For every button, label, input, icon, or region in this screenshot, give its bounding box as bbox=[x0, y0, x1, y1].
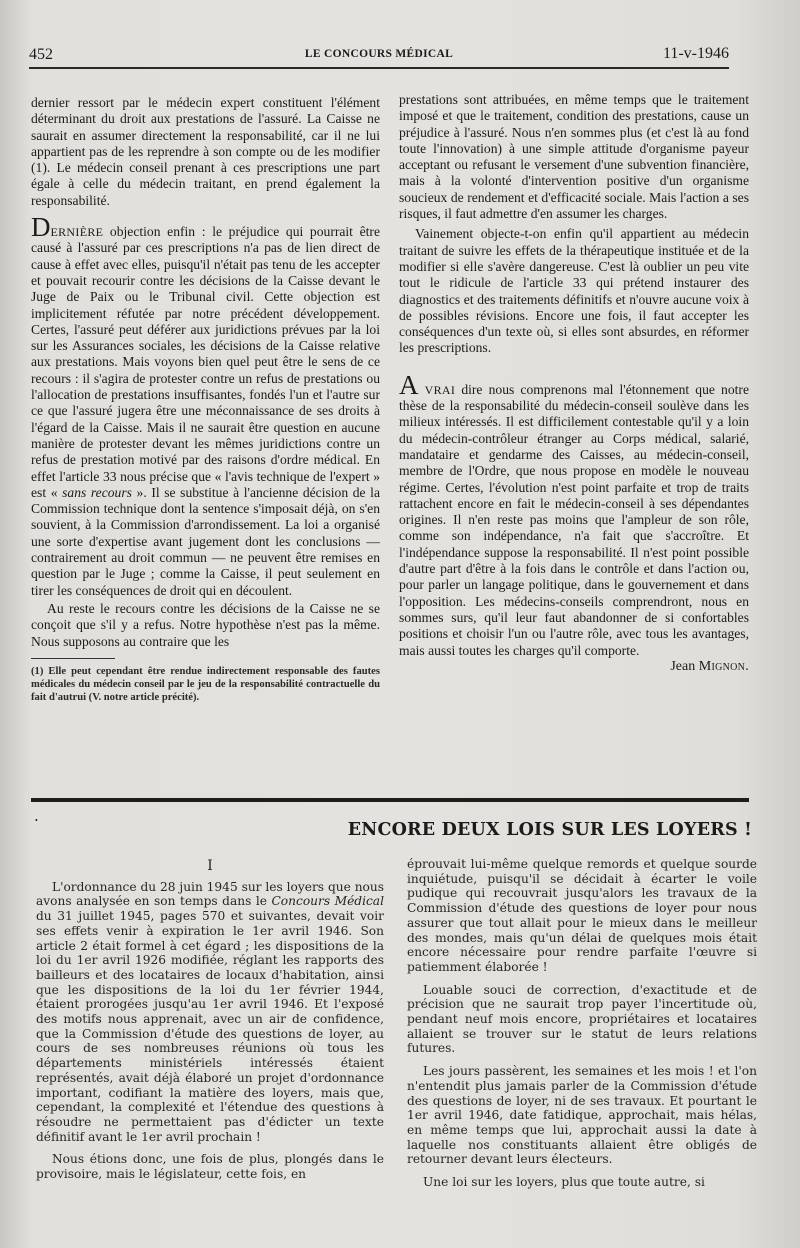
footnote-rule bbox=[31, 658, 115, 659]
paragraph: Louable souci de correction, d'exactitude et de précision que ne saurait trop payer l'incertitude où, pendant neuf mois encore, propriétaires et locataires allaient se trouver sur le statut de leurs relations futures. bbox=[407, 982, 757, 1056]
paragraph: Au reste le recours contre les décisions de la Caisse ne se conçoit que s'il y a refus. Notre hypothèse n'est pas la même. Nous supposons au contraire que les bbox=[31, 600, 380, 649]
page-number: 452 bbox=[29, 46, 53, 63]
issue-date: 11-v-1946 bbox=[662, 45, 729, 62]
paragraph: A VRAI dire nous comprenons mal l'étonnement que notre thèse de la responsabilité du médecin-conseil soulève dans les milieux intéressés. Il est difficilement contestable qu'il y a loin du médecin-contrôleur étranger au Corps médical, salarié, mandataire et gendarme des Caisses, au médecin-conseil, membre de l'Ordre, que nous propose en modèle le nouveau régime. Certes, l'évolution n'est point parfaite et trop de traits rattachent encore en fait le médecin-conseil à ses dépendantes origines. Il n'en reste pas moins que l'ampleur de son rôle, comme son indépendance, n'a fait que s'accroître. Et l'indépendance suppose la responsabilité. Il n'est point possible d'autre part d'être à la fois dans le contrôle et dans l'action ou, pour parler un langage politique, dans le gouvernement et dans l'opposition. Les médecins-conseils comprendront, nous en sommes surs, qu'il leur faut abandonner de si confortables positions et choisir l'un ou l'autre rôle, avec tous les avantages, mais aussi toutes les charges qu'il comporte. bbox=[399, 369, 749, 658]
paragraph: dernier ressort par le médecin expert constituent l'élément déterminant du droit aux prestations de l'assuré. La Caisse ne saurait en assumer directement la responsabilité, car il ne lui appartient pas de les reprendre à son compte ou de les modifier (1). Le médecin conseil prenant à ces prescriptions une part égale à celle du médecin traitant, en prend également la responsabilité. bbox=[31, 95, 380, 208]
article-title: ENCORE DEUX LOIS SUR LES LOYERS ! bbox=[347, 820, 752, 840]
italic-journal-name: Concours Médical bbox=[271, 894, 384, 909]
author-signature: Jean Mignon. bbox=[670, 658, 749, 674]
speck: • bbox=[35, 816, 38, 825]
footnote: (1) Elle peut cependant être rendue indirectement responsable des fautes médicales du médecin conseil par le jeu de la responsabilité contractuelle du fait d'autrui (V. notre article précité). bbox=[31, 665, 380, 704]
article2-left-column bbox=[36, 858, 384, 1182]
journal-title: LE CONCOURS MÉDICAL bbox=[304, 48, 454, 60]
paragraph: DERNIÈRE objection enfin : le préjudice qui pourrait être causé à l'assuré par ces prescriptions n'a pas de lien direct de cause à effet avec elles, puisqu'il n'était pas tenu de les accepter et pouvait recourir contre les décisions de la Caisse devant le Juge de Paix ou le Tribunal civil. Cette objection est implicitement réfutée par notre précédent développement. Certes, l'assuré peut déférer aux juridictions prévues par la loi sur les Assurances sociales, les décisions de la Caisse relative aux prestations. Mais voyons bien quel peut être le sens de ce recours : il s'agira de protester contre un refus de prestations ou l'allocation de prestations insuffisantes, fondés l'un et l'autre sur ce que l'assuré jugera être une méconnaissance de ses droits à l'égard de la Caisse. Mais il ne saurait être question en aucune manière de protester devant les mêmes juridictions contre un refus de prestation motivé par des raisons d'ordre médical. En effet l'article 33 nous précise que « l'avis technique de l'expert » est « sans recours ». Il se substitue à l'ancienne décision de la Commission technique dont la sentence s'imposait déjà, on s'en souvient, à la Commission d'arrondissement. La loi a organisé une sorte d'expertise avant jugement dont les conclusions — contrairement au droit commun — ne peuvent être remises en question par le Juge ; comme la Caisse, il peut seulement en tirer les conséquences de droit qui en découlent. bbox=[31, 212, 380, 598]
paragraph: Nous étions donc, une fois de plus, plongés dans le provisoire, mais le législateur, cette fois, en bbox=[36, 1152, 384, 1182]
article2-right-column bbox=[407, 857, 757, 1190]
article1-left-column bbox=[31, 95, 380, 704]
paragraph: éprouvait lui-même quelque remords et quelque sourde inquiétude, puisqu'il se décidait à écarter le voile pudique qui recouvrait jusqu'alors les travaux de la Commission d'étude des questions de loyer pour nous assurer que tout allait pour le mieux dans le meilleur des mondes, mais qu'un délai de quelques mois était encore nécessaire pour rendre parfaite l'œuvre si patiemment élaborée ! bbox=[407, 857, 757, 974]
article-separator-rule bbox=[31, 798, 749, 802]
drop-cap: D bbox=[31, 212, 51, 243]
running-header bbox=[29, 40, 729, 62]
drop-cap: A bbox=[399, 369, 419, 400]
paragraph: Une loi sur les loyers, plus que toute autre, si bbox=[423, 1175, 705, 1190]
section-number: I bbox=[207, 858, 213, 874]
italic-quote: sans recours bbox=[62, 484, 132, 500]
article1-right-column bbox=[399, 92, 749, 675]
paragraph: Les jours passèrent, les semaines et les mois ! et l'on n'entendit plus jamais parler de la Commission d'étude des questions de loyer, ni de ses travaux. Et pourtant le 1er avril 1946, date fatidique, approchait, mais hélas, en même temps que lui, approchait aussi la date à laquelle nos constituants allaient être obligés de retourner devant leurs électeurs. bbox=[407, 1064, 757, 1167]
paragraph: L'ordonnance du 28 juin 1945 sur les loyers que nous avons analysée en son temps dans le Concours Médical du 31 juillet 1945, pages 570 et suivantes, devait voir ses effets venir à expiration le 1er avril 1946. Son article 2 était formel à cet égard ; les dispositions de la loi du 1er avril 1926 modifiée, réglant les rapports des bailleurs et des locataires de locaux d'habitation, ainsi que les dispositions de la loi du 1er février 1944, étaient prorogées jusqu'au 1er avril 1946. Et l'exposé des motifs nous apprenait, avec un air de confidence, que la Commission d'étude des questions de loyer, au cours de ses nombreuses réunions où tous les départements ministériels intéressés étaient représentés, avait déjà élaboré un projet d'ordonnance important, codifiant la matière des loyers, mais que, cependant, la complexité et l'étendue des questions à résoudre ne permettaient pas d'édicter un texte définitif avant le 1er avril prochain ! bbox=[36, 879, 384, 1144]
header-rule bbox=[29, 67, 729, 69]
paragraph: Vainement objecte-t-on enfin qu'il appartient au médecin traitant de suivre les effets de la thérapeutique instituée et de la modifier si elle s'avère dangereuse. C'est là oublier un peu vite tout le ridicule de l'article 33 qui prétend instaurer des diagnostics et des traitements définitifs et n'ouvre aucune voix à de possibles révisions. Encore une fois, il faut accepter les conséquences d'un texte où, si elles sont absurdes, en réformer les prescriptions. bbox=[399, 226, 749, 356]
paragraph: prestations sont attribuées, en même temps que le traitement imposé et que le traitement, condition des prestations, cause un préjudice à l'assuré. Nous n'en sommes plus (et c'est là au fond toute l'innovation) à une simple attitude d'organisme payeur acceptant ou refusant le versement d'une subvention financière, mais à la volonté d'intervention positive d'un organisme soucieux de rendement et d'efficacité sociale. Mais l'action a ses risques, il faut admettre d'en assumer les charges. bbox=[399, 92, 749, 222]
small-caps-lead: ERNIÈRE bbox=[50, 225, 104, 240]
small-caps-lead: VRAI bbox=[424, 382, 456, 397]
